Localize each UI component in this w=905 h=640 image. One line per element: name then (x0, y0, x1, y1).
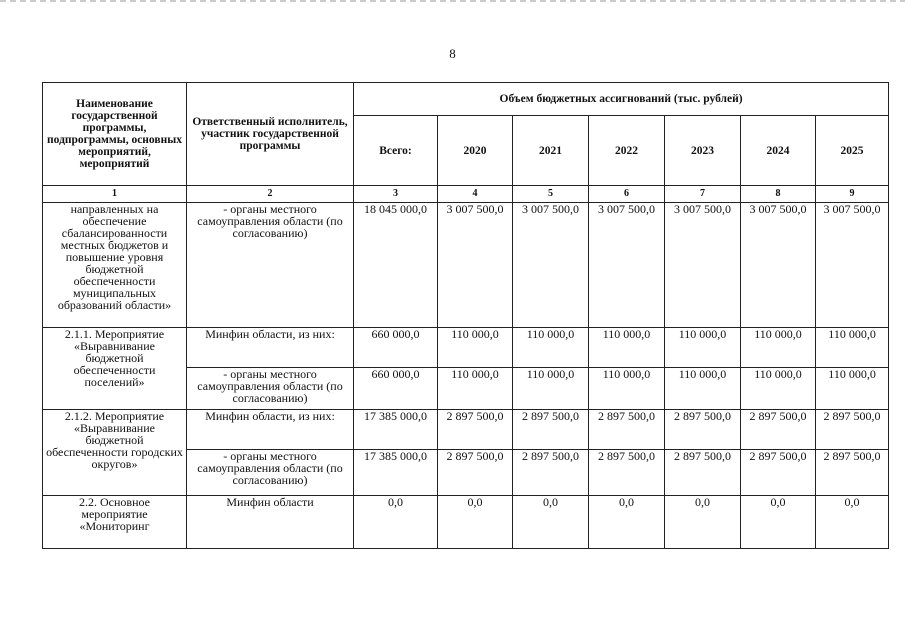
value-cell: 17 385 000,0 (354, 410, 438, 450)
executor-cell: - органы местного самоуправления области (по согласованию) (187, 203, 354, 328)
scan-edge (0, 0, 905, 2)
executor-cell: - органы местного самоуправления области (по согласованию) (187, 368, 354, 410)
value-cell: 3 007 500,0 (438, 203, 513, 328)
value-cell: 0,0 (816, 496, 889, 549)
table-row (43, 496, 889, 549)
column-number: 9 (816, 186, 889, 203)
value-cell: 17 385 000,0 (354, 450, 438, 496)
value-cell: 660 000,0 (354, 368, 438, 410)
header-year: 2025 (816, 116, 889, 186)
value-cell: 0,0 (589, 496, 665, 549)
column-number: 3 (354, 186, 438, 203)
executor-cell: Минфин области, из них: (187, 328, 354, 368)
value-cell: 110 000,0 (438, 328, 513, 368)
value-cell: 2 897 500,0 (438, 410, 513, 450)
value-cell: 2 897 500,0 (741, 410, 816, 450)
column-number: 7 (665, 186, 741, 203)
header-program-name: Наименование государственной программы, подпрограммы, основных мероприятий, мероприятий (43, 83, 187, 186)
value-cell: 110 000,0 (665, 328, 741, 368)
program-name-cell: 2.1.2. Мероприятие «Выравнивание бюджетной обеспеченности городских округов» (43, 410, 187, 496)
executor-cell: Минфин области, из них: (187, 410, 354, 450)
column-number: 2 (187, 186, 354, 203)
table-row (43, 410, 889, 450)
column-number: 4 (438, 186, 513, 203)
value-cell: 110 000,0 (741, 328, 816, 368)
value-cell: 2 897 500,0 (816, 410, 889, 450)
column-number: 5 (513, 186, 589, 203)
value-cell: 660 000,0 (354, 328, 438, 368)
value-cell: 2 897 500,0 (665, 450, 741, 496)
value-cell: 2 897 500,0 (665, 410, 741, 450)
value-cell: 2 897 500,0 (741, 450, 816, 496)
value-cell: 110 000,0 (438, 368, 513, 410)
value-cell: 0,0 (513, 496, 589, 549)
executor-cell: Минфин области (187, 496, 354, 549)
value-cell: 18 045 000,0 (354, 203, 438, 328)
value-cell: 0,0 (438, 496, 513, 549)
value-cell: 0,0 (354, 496, 438, 549)
value-cell: 110 000,0 (513, 328, 589, 368)
header-executor: Ответственный исполнитель, участник государственной программы (187, 83, 354, 186)
header-year: 2020 (438, 116, 513, 186)
value-cell: 2 897 500,0 (438, 450, 513, 496)
value-cell: 0,0 (665, 496, 741, 549)
value-cell: 110 000,0 (816, 368, 889, 410)
header-year: 2024 (741, 116, 816, 186)
header-year: 2022 (589, 116, 665, 186)
column-number: 8 (741, 186, 816, 203)
program-name-cell: 2.1.1. Мероприятие «Выравнивание бюджетной обеспеченности поселений» (43, 328, 187, 410)
value-cell: 110 000,0 (589, 368, 665, 410)
value-cell: 110 000,0 (816, 328, 889, 368)
value-cell: 2 897 500,0 (589, 450, 665, 496)
header-budget-group: Объем бюджетных ассигнований (тыс. рублей) (354, 83, 889, 116)
table-row (43, 203, 889, 328)
value-cell: 110 000,0 (665, 368, 741, 410)
value-cell: 3 007 500,0 (589, 203, 665, 328)
value-cell: 3 007 500,0 (513, 203, 589, 328)
value-cell: 110 000,0 (589, 328, 665, 368)
value-cell: 110 000,0 (741, 368, 816, 410)
executor-cell: - органы местного самоуправления области (по согласованию) (187, 450, 354, 496)
value-cell: 0,0 (741, 496, 816, 549)
header-year: 2021 (513, 116, 589, 186)
value-cell: 110 000,0 (513, 368, 589, 410)
header-total: Всего: (354, 116, 438, 186)
column-number: 1 (43, 186, 187, 203)
value-cell: 2 897 500,0 (513, 450, 589, 496)
value-cell: 3 007 500,0 (741, 203, 816, 328)
value-cell: 3 007 500,0 (816, 203, 889, 328)
value-cell: 2 897 500,0 (816, 450, 889, 496)
table-row (43, 328, 889, 368)
column-number: 6 (589, 186, 665, 203)
budget-table (42, 82, 889, 549)
page-number: 8 (449, 46, 456, 61)
value-cell: 3 007 500,0 (665, 203, 741, 328)
value-cell: 2 897 500,0 (589, 410, 665, 450)
header-year: 2023 (665, 116, 741, 186)
program-name-cell: 2.2. Основное мероприятие «Мониторинг (43, 496, 187, 549)
program-name-cell: направленных на обеспечение сбалансированности местных бюджетов и повышение уровня бюджетной обеспеченности муниципальных образований области» (43, 203, 187, 328)
value-cell: 2 897 500,0 (513, 410, 589, 450)
